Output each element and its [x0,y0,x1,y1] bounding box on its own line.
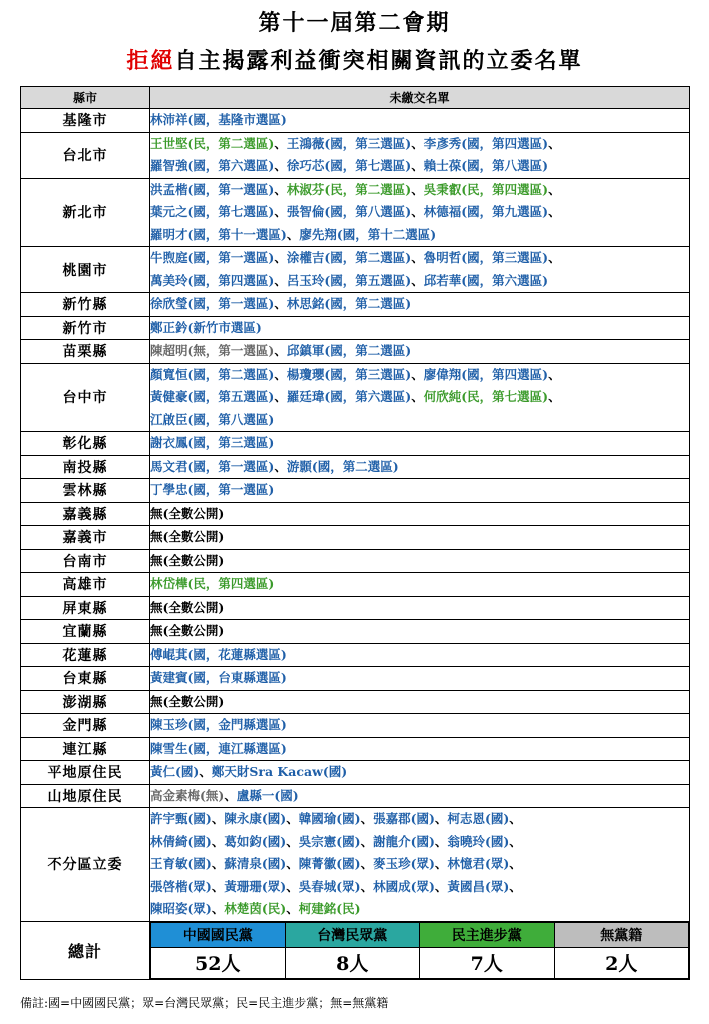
legislator-name: 傅崐萁(國，花蓮縣選區) [150,646,287,662]
legislator-name: 葛如鈞(國) [224,833,287,849]
legislator-list-cell [150,293,690,317]
legislator-name: 柯建銘(民) [298,901,361,916]
table-row [21,643,690,667]
table-row [21,178,690,247]
legislator-name: 顏寬恒(國，第二選區) [150,366,275,382]
table-row [21,109,690,133]
separator-text: 、 [274,366,287,382]
table-body [21,109,690,922]
separator-text: 、 [411,158,424,173]
party-count: 52人 [151,947,286,978]
legislator-list-cell [150,340,690,364]
city-cell: 苗栗縣 [21,340,150,364]
legislator-name: 林沛祥(國，基隆市選區) [150,112,287,127]
list-line [150,317,689,340]
separator-text: 、 [274,204,287,219]
separator-text: 、 [411,366,424,382]
legislator-name: 鄭正鈐(新竹市選區) [150,319,262,335]
legislator-name: 林淑芬(民，第二選區) [286,181,412,197]
table-row [21,502,690,526]
list-line [150,224,689,247]
table-row [21,316,690,340]
separator-text: 、 [211,878,225,894]
legislator-name: 韓國瑜(國) [298,811,361,826]
separator-text: 、 [286,878,299,894]
separator-text: 、 [274,296,287,311]
list-line [150,573,689,596]
legislator-list-cell [150,596,690,620]
separator-text: 、 [286,811,299,826]
city-cell: 南投縣 [21,455,150,479]
legislator-name: 張智倫(國，第八選區) [286,204,412,219]
separator-text: 、 [286,856,299,871]
city-cell: 基隆市 [21,109,150,133]
legislator-list-cell [150,479,690,503]
list-line [150,738,689,761]
list-line [150,386,689,409]
city-cell: 連江縣 [21,737,150,761]
list-line [150,340,689,363]
legislator-name: 游顥(國，第二選區) [286,458,399,474]
separator-text: 、 [411,250,424,265]
list-line [150,620,689,643]
city-cell: 平地原住民 [21,761,150,785]
separator-text: 、 [434,811,448,826]
legislator-name: 謝龍介(國) [373,833,435,849]
separator-text: 、 [274,158,287,173]
list-line [150,550,689,573]
legislator-list-cell [150,432,690,456]
legislator-name: 王世堅(民，第二選區) [150,135,275,151]
legislator-name: 萬美玲(國，第四選區) [150,272,275,288]
separator-text: 、 [411,204,424,219]
separator-text: 、 [211,901,225,916]
separator-text: 、 [274,343,287,358]
legislator-name: 呂玉玲(國，第五選區) [286,272,412,288]
list-line [150,155,689,178]
separator-text: 、 [434,878,448,894]
table-row [21,667,690,691]
subtitle-highlight: 拒絕 [126,48,175,74]
city-cell: 台中市 [21,363,150,432]
party-name: 民主進步黨 [420,922,555,947]
separator-text: 、 [286,226,300,242]
legislator-name: 洪孟楷(國，第一選區) [150,181,275,197]
table-row [21,293,690,317]
legislator-list-cell [150,573,690,597]
footnote: 備註:國=中國國民黨；眾=台灣民眾黨；民=民主進步黨；無=無黨籍 [20,996,389,1010]
table-row [21,479,690,503]
table-row [21,690,690,714]
legislator-name: 羅明才(國，第十一選區) [150,226,287,242]
separator-text: 、 [274,181,287,197]
totals-cell [150,921,690,979]
legislator-name: 陳菁徽(國) [298,856,361,871]
legislator-name: 張啓楷(眾) [150,878,212,894]
legislator-name: 黃健豪(國，第五選區) [150,389,275,404]
legislator-name: 徐欣瑩(國，第一選區) [150,296,275,311]
city-cell: 不分區立委 [21,808,150,922]
legislator-name: 謝衣鳳(國，第三選區) [150,435,275,450]
list-line [150,644,689,667]
list-line [150,364,689,387]
legislator-name: 徐巧芯(國，第七選區) [286,158,412,173]
legislator-name: 盧縣一(國) [236,787,299,803]
legislator-name: 黃珊珊(眾) [224,878,287,894]
city-cell: 山地原住民 [21,784,150,808]
table-row [21,132,690,178]
legislator-name: 陳玉珍(國，金門縣選區) [150,717,287,732]
legislator-name: 吳春城(眾) [298,878,361,894]
city-cell: 台南市 [21,549,150,573]
legislator-name: 林楚茵(民) [224,901,287,916]
legislator-name: 翁曉玲(國) [447,833,510,849]
list-line [150,785,689,808]
legislator-name: 麥玉珍(眾) [373,856,435,871]
legislator-table [20,86,690,980]
separator-text: 、 [199,764,212,779]
city-cell: 台東縣 [21,667,150,691]
separator-text: 、 [509,856,522,871]
legislator-list-cell [150,109,690,133]
legislator-list-cell [150,620,690,644]
table-row [21,432,690,456]
city-cell: 彰化縣 [21,432,150,456]
table-row [21,526,690,550]
totals-row [21,921,690,979]
legislator-name: 蘇清泉(國) [224,856,287,871]
separator-text: 、 [274,250,287,265]
table-row [21,808,690,922]
legislator-name: 葉元之(國，第七選區) [150,204,275,219]
legislator-name: 李彥秀(國，第四選區) [423,135,549,151]
legislator-name: 羅智強(國，第六選區) [150,158,275,173]
list-line [150,479,689,502]
legislator-name: 林國成(眾) [373,878,435,894]
table-row [21,596,690,620]
table-row [21,784,690,808]
legislator-list-cell [150,363,690,432]
legislator-list-cell [150,549,690,573]
legislator-list-cell [150,132,690,178]
city-cell: 花蓮縣 [21,643,150,667]
table-row [21,573,690,597]
party-count: 2人 [554,947,689,978]
page-title: 第十一屆第二會期 [258,10,451,36]
city-cell: 金門縣 [21,714,150,738]
legislator-name: 丁學忠(國，第一選區) [150,482,275,497]
separator-text: 、 [548,389,561,404]
legislator-name: 黃國昌(眾) [447,878,510,894]
legislator-name: 柯志恩(國) [447,811,510,826]
separator-text: 、 [548,181,561,197]
table-header-row [21,87,690,109]
totals-table [150,922,689,979]
separator-text: 無(全數公開) [150,529,225,544]
list-line [150,456,689,479]
separator-text: 、 [211,833,225,849]
legislator-list-cell [150,690,690,714]
separator-text: 、 [548,366,561,382]
separator-text: 、 [274,272,287,288]
legislator-name: 陳雪生(國，連江縣選區) [150,740,287,756]
party-count: 7人 [420,947,555,978]
separator-text: 、 [274,458,287,474]
legislator-list-cell [150,455,690,479]
legislator-name: 邱若華(國，第六選區) [423,272,549,288]
subtitle-rest: 自主揭露利益衝突相關資訊的立委名單 [174,48,583,74]
table-row [21,340,690,364]
legislator-name: 廖偉翔(國，第四選區) [423,366,549,382]
legislator-list-cell [150,526,690,550]
table-row [21,714,690,738]
legislator-name: 陳超明(無，第一選區) [150,343,275,358]
party-name: 中國國民黨 [151,922,286,947]
list-line [150,503,689,526]
table-row [21,620,690,644]
legislator-list-cell [150,502,690,526]
separator-text: 、 [411,389,424,404]
separator-text: 無(全數公開) [150,693,225,709]
legislator-name: 涂權吉(國，第二選區) [286,250,412,265]
separator-text: 無(全數公開) [150,505,225,521]
city-cell: 雲林縣 [21,479,150,503]
legislator-name: 林思銘(國，第二選區) [286,296,412,311]
party-name: 無黨籍 [554,922,689,947]
city-cell: 澎湖縣 [21,690,150,714]
legislator-list-cell [150,667,690,691]
city-cell: 桃園市 [21,247,150,293]
totals-count-row [151,947,689,978]
legislator-name: 牛煦庭(國，第一選區) [150,250,275,265]
legislator-list-cell [150,247,690,293]
legislator-name: 鄭天財Sra Kacaw(國) [211,764,348,779]
separator-text: 、 [548,135,561,151]
table-row [21,549,690,573]
separator-text: 無(全數公開) [150,599,225,615]
legislator-name: 何欣純(民，第七選區) [423,389,549,404]
list-line [150,691,689,714]
city-cell: 宜蘭縣 [21,620,150,644]
list-line [150,201,689,224]
list-line [150,526,689,549]
separator-text: 、 [360,833,374,849]
separator-text: 、 [509,878,522,894]
legislator-list-cell [150,316,690,340]
city-cell: 嘉義市 [21,526,150,550]
list-line [150,270,689,293]
separator-text: 、 [509,833,522,849]
page-subtitle [0,44,709,75]
table-row [21,737,690,761]
separator-text: 、 [434,833,448,849]
header-city: 縣市 [21,87,150,109]
legislator-name: 吳秉叡(民，第四選區) [423,181,549,197]
legislator-name: 林岱樺(民，第四選區) [150,576,275,591]
table-row [21,363,690,432]
legislator-name: 黃仁(國) [150,764,200,779]
legislator-name: 王鴻薇(國，第三選區) [286,135,412,151]
party-name: 台灣民眾黨 [285,922,420,947]
city-cell: 新竹市 [21,316,150,340]
separator-text: 、 [411,135,424,151]
legislator-list-cell [150,643,690,667]
legislator-name: 江啟臣(國，第八選區) [150,411,275,427]
list-line [150,293,689,316]
legislator-list-cell [150,178,690,247]
legislator-list-cell [150,808,690,922]
table-row [21,247,690,293]
list-line [150,179,689,202]
separator-text: 、 [286,833,299,849]
legislator-name: 馬文君(國，第一選區) [150,458,275,474]
legislator-name: 林倩綺(國) [150,833,212,849]
party-count: 8人 [285,947,420,978]
legislator-name: 陳昭姿(眾) [150,901,212,916]
legislator-name: 羅廷瑋(國，第六選區) [286,389,412,404]
separator-text: 、 [360,811,374,826]
legislator-name: 林德福(國，第九選區) [423,204,549,219]
separator-text: 、 [211,811,225,826]
separator-text: 、 [274,389,287,404]
list-line [150,853,689,876]
separator-text: 無(全數公開) [150,552,225,568]
separator-text: 無(全數公開) [150,623,225,638]
list-line [150,898,689,921]
legislator-name: 張嘉郡(國) [373,811,435,826]
separator-text: 、 [509,811,522,826]
separator-text: 、 [548,250,561,265]
legislator-name: 邱鎮軍(國，第二選區) [286,343,412,358]
legislator-name: 黃建賓(國，台東縣選區) [150,670,287,685]
legislator-name: 廖先翔(國，第十二選區) [299,226,437,242]
legislator-name: 楊瓊瓔(國，第三選區) [286,366,412,382]
list-line [150,831,689,854]
list-line [150,667,689,690]
separator-text: 、 [224,787,237,803]
list-line [150,808,689,831]
legislator-name: 王育敏(國) [150,856,212,871]
legislator-name: 許宇甄(國) [150,811,212,826]
totals-party-row [151,922,689,947]
legislator-name: 賴士葆(國，第八選區) [423,158,549,173]
legislator-list-cell [150,761,690,785]
separator-text: 、 [548,204,561,219]
separator-text: 、 [360,856,374,871]
legislator-name: 高金素梅(無) [150,787,225,803]
city-cell: 高雄市 [21,573,150,597]
city-cell: 新竹縣 [21,293,150,317]
legislator-list-cell [150,737,690,761]
list-line [150,761,689,784]
table-row [21,455,690,479]
separator-text: 、 [274,135,287,151]
separator-text: 、 [286,901,299,916]
separator-text: 、 [411,272,424,288]
separator-text: 、 [411,181,424,197]
legislator-name: 魯明哲(國，第三選區) [423,250,549,265]
header-list: 未繳交名單 [150,87,690,109]
legislator-name: 陳永康(國) [224,811,287,826]
list-line [150,109,689,132]
table-row [21,761,690,785]
separator-text: 、 [211,856,225,871]
separator-text: 、 [360,878,374,894]
list-line [150,133,689,156]
totals-label: 總計 [21,921,150,979]
list-line [150,247,689,270]
separator-text: 、 [434,856,448,871]
list-line [150,876,689,899]
legislator-name: 吳宗憲(國) [298,833,361,849]
city-cell: 台北市 [21,132,150,178]
list-line [150,597,689,620]
list-line [150,432,689,455]
legislator-list-cell [150,714,690,738]
legislator-list-cell [150,784,690,808]
city-cell: 新北市 [21,178,150,247]
list-line [150,409,689,432]
legislator-name: 林憶君(眾) [447,856,510,871]
city-cell: 嘉義縣 [21,502,150,526]
city-cell: 屏東縣 [21,596,150,620]
list-line [150,714,689,737]
